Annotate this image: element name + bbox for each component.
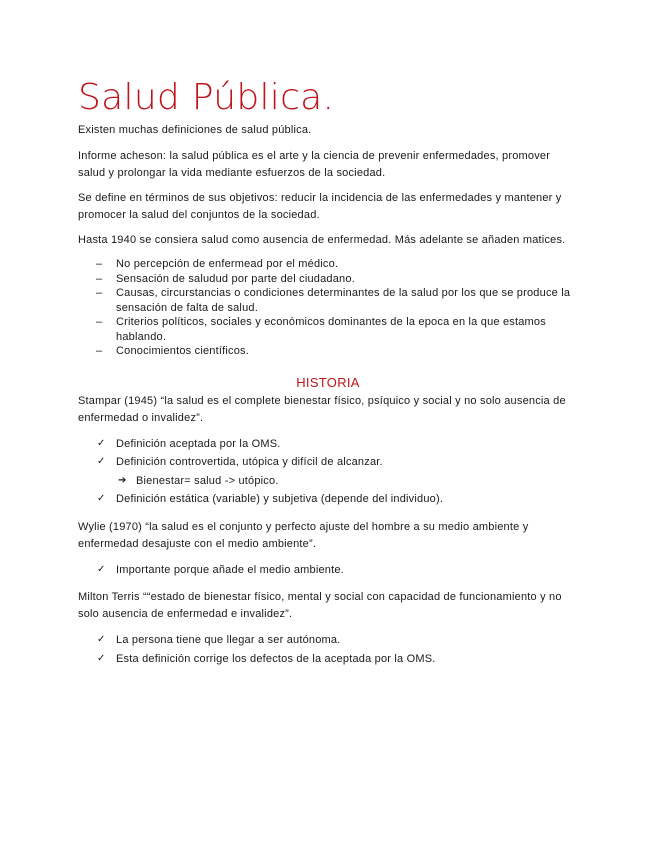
check-icon: ✓ (97, 493, 106, 504)
wylie-list (78, 561, 578, 580)
sub-list-item: ➔ Bienestar= salud -> utópico. (116, 472, 578, 491)
list-item: – Conocimientos científicos. (96, 345, 249, 357)
check-icon: ✓ (97, 634, 106, 645)
list-item: – Causas, circurstancias o condiciones determinantes de la salud por los que se produce la sensación de falta de salud. (96, 287, 571, 314)
check-icon: ✓ (97, 437, 106, 449)
intro-paragraph: Existen muchas definiciones de salud pública. (78, 124, 312, 136)
dash-bullet: – (96, 345, 103, 357)
check-icon: ✓ (97, 652, 106, 664)
page-title: Salud Pública. (78, 77, 335, 118)
list-item: ✓ Definición aceptada por la OMS. (116, 435, 578, 454)
list-item: ✓ Esta definición corrige los defectos de la aceptada por la OMS. (116, 650, 578, 669)
objectives-paragraph: Se define en términos de sus objetivos: reducir la incidencia de las enfermedades y mantener y promocer la salud del conjuntos de la sociedad. (78, 192, 562, 221)
list-item: – Sensación de saludud por parte del ciudadano. (96, 272, 355, 285)
check-icon: ✓ (97, 563, 106, 575)
history-1940-paragraph: Hasta 1940 se consiera salud como ausencia de enfermedad. Más adelante se añaden matices. (78, 234, 566, 246)
stampar-list (78, 435, 578, 509)
dash-bullet: – (96, 316, 103, 328)
dash-bullet: – (96, 258, 103, 270)
arrow-right-icon: ➔ (118, 474, 127, 486)
acheson-paragraph: Informe acheson: la salud pública es el arte y la ciencia de prevenir enfermedades, promover salud y prolongar la vida mediante esfuerzos de la sociedad. (78, 150, 551, 179)
check-icon: ✓ (97, 456, 106, 467)
list-item: ✓ Definición controvertida, utópica y difícil de alcanzar. (116, 453, 578, 472)
list-item: – Criterios políticos, sociales y económicos dominantes de la epoca en la que estamos hablando. (96, 316, 546, 343)
list-item: ✓ La persona tiene que llegar a ser autónoma. (116, 631, 578, 650)
list-item: ✓ Importante porque añade el medio ambiente. (116, 561, 578, 580)
historia-heading: HISTORIA (296, 374, 360, 390)
stampar-paragraph: Stampar (1945) “la salud es el complete bienestar físico, psíquico y social y no solo ausencia de enfermedad o invalidez”. (78, 394, 566, 424)
dash-bullet: – (96, 287, 103, 299)
matices-list (78, 257, 578, 359)
terris-list (78, 631, 578, 668)
wylie-paragraph: Wylie (1970) “la salud es el conjunto y perfecto ajuste del hombre a su medio ambiente y enfermedad desajuste con el medio ambiente”. (78, 520, 529, 550)
list-item: ✓ Definición estática (variable) y subjetiva (depende del individuo). (116, 490, 578, 509)
document-page (78, 78, 578, 678)
terris-paragraph: Milton Terris ““estado de bienestar físico, mental y social con capacidad de funcionamiento y no solo ausencia de enfermedad e invalidez”. (78, 591, 562, 620)
list-item: – No percepción de enfermead por el médico. (96, 258, 339, 270)
dash-bullet: – (96, 272, 103, 285)
